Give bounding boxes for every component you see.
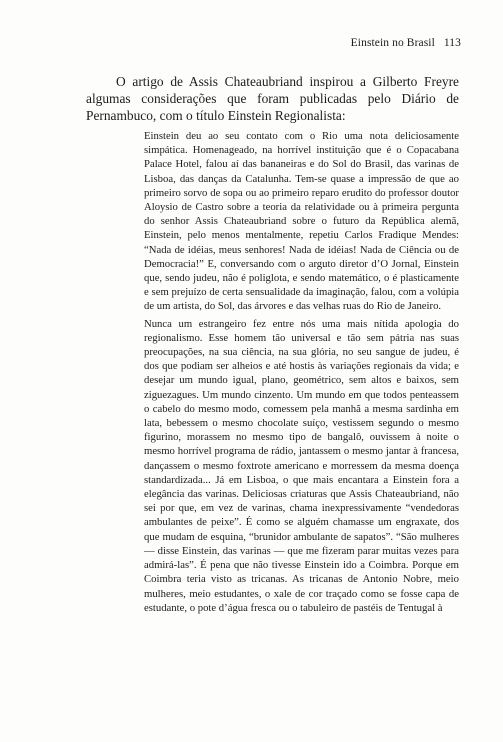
running-title: Einstein no Brasil [350, 37, 435, 49]
quote-paragraph-1: Einstein deu ao seu contato com o Rio uma nota deliciosamente simpática. Homenageado, na horrível instituição que é o Copacabana Palace Hotel, falou aí das bananeiras e do Sol do Brasil, das varinas de Lisboa, das danças da Catalunha. Tem-se quase a impressão de que ao primeiro sorvo de sopa ou ao primeiro reparo erudito do professor doutor Aloysio de Castro sobre a teoria da relatividade ou à primeira pergunta do senhor Assis Chateaubriand sobre o futuro da República alemã, Einstein, pelo menos mentalmente, repetiu Carlos Fradique Mendes: “Nada de idéias, meus senhores! Nada de idéias! Nada de Ciência ou de Democracia!” E, conversando com o arguto diretor d’O Jornal, Einstein que, sendo judeu, não é poliglota, e sendo matemático, o é plasticamente e sem prejuízo de certa sensualidade da imaginação, falou, com a volúpia de um artista, do Sol, das árvores e das velhas ruas do Rio de Janeiro. [144, 130, 459, 313]
quote-paragraph-2: Nunca um estrangeiro fez entre nós uma mais nítida apologia do regionalismo. Esse homem tão universal e tão sem pátria nas suas preocupações, na sua ciência, na sua glória, no seu sangue de judeu, é dos que podiam ser alheios e até hostis às variações regionais da vida; e desejar um mundo igual, plano, geométrico, sem altos e baixos, sem ziguezagues. Um mundo cinzento. Um mundo em que todos penteassem o cabelo do mesmo modo, comessem pela manhã a mesma sardinha em lata, bebessem o mesmo chocolate suíço, vestissem segundo o mesmo figurino, morassem no mesmo tipo de bangalô, ouvissem à noite o mesmo horrível programa de rádio, jantassem o mesmo jantar à francesa, dançassem o mesmo foxtrote americano e morressem da mesma doença standardizada... Já em Lisboa, o que mais encantara a Einstein fora a elegância das varinas. Deliciosas criaturas que Assis Chateaubriand, não sei por que, em vez de varinas, chama inexpressivamente “vendedoras ambulantes de peixe”. É como se alguém chamasse um engraxate, dos que mudam de esquina, “brunidor ambulante de sapatos”. “São mulheres — disse Einstein, das varinas — que me fizeram parar muitas vezes para admirá-las”. É pena que não tivesse Einstein ido a Coimbra. Porque em Coimbra teria visto as tricanas. As tricanas de Antonio Nobre, meio mulheres, meio estudantes, o xale de cor traçado como se fosse capa de estudante, o pote d’água fresca ou o tabuleiro de pastéis de Tentugal à [144, 317, 459, 614]
block-quote [144, 129, 459, 618]
running-header [351, 37, 461, 49]
page-number: 113 [443, 37, 461, 49]
intro-paragraph: O artigo de Assis Chateaubriand inspirou a Gilberto Freyre algumas considerações que foram publicadas pelo Diário de Pernambuco, com o título Einstein Regionalista: [86, 74, 459, 124]
